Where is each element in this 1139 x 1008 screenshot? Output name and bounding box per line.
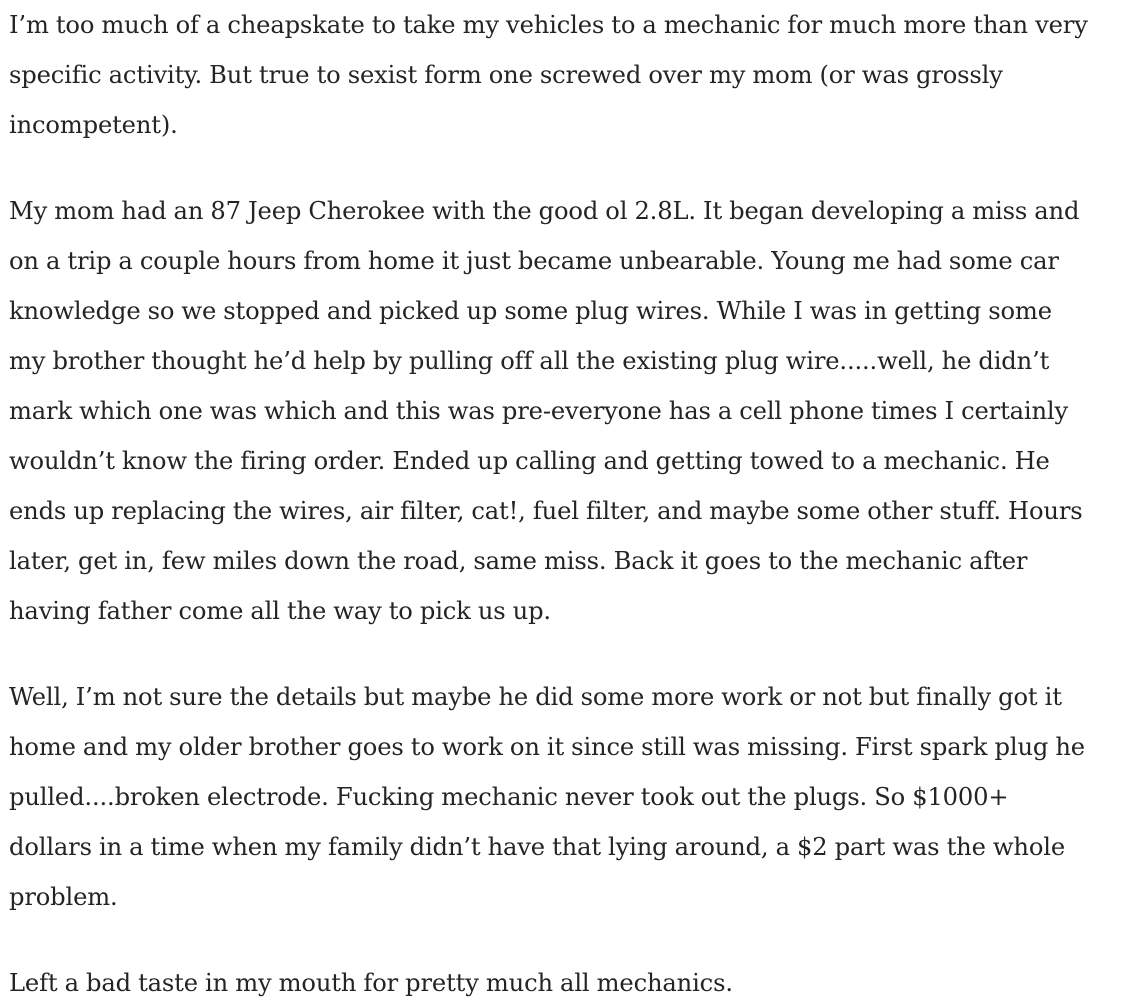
paragraph-2: My mom had an 87 Jeep Cherokee with the good ol 2.8L. It began developing a miss and on a trip a couple hours from home it just became unbearable. Young me had some car knowledge so we stopped and picked up some plug wires. While I was in getting some my brother thought he’d help by pulling off all the existing plug wire.....well, he didn’t mark which one was which and this was pre-everyone has a cell phone times I certainly wouldn’t know the firing order. Ended up calling and getting towed to a mechanic. He ends up replacing the wires, air filter, cat!, fuel filter, and maybe some other stuff. Hours later, get in, few miles down the road, same miss. Back it goes to the mechanic after having father come all the way to pick us up. [9, 197, 1083, 625]
paragraph-1: I’m too much of a cheapskate to take my vehicles to a mechanic for much more than very specific activity. But true to sexist form one screwed over my mom (or was grossly incompetent). [9, 11, 1088, 139]
paragraph-3: Well, I’m not sure the details but maybe he did some more work or not but finally got it home and my older brother goes to work on it since still was missing. First spark plug he pulled....broken electrode. Fucking mechanic never took out the plugs. So $1000+ dollars in a time when my family didn’t have that lying around, a $2 part was the whole problem. [9, 683, 1085, 911]
article-body [9, 0, 1139, 1008]
paragraph-4: Left a bad taste in my mouth for pretty much all mechanics. [9, 969, 733, 997]
